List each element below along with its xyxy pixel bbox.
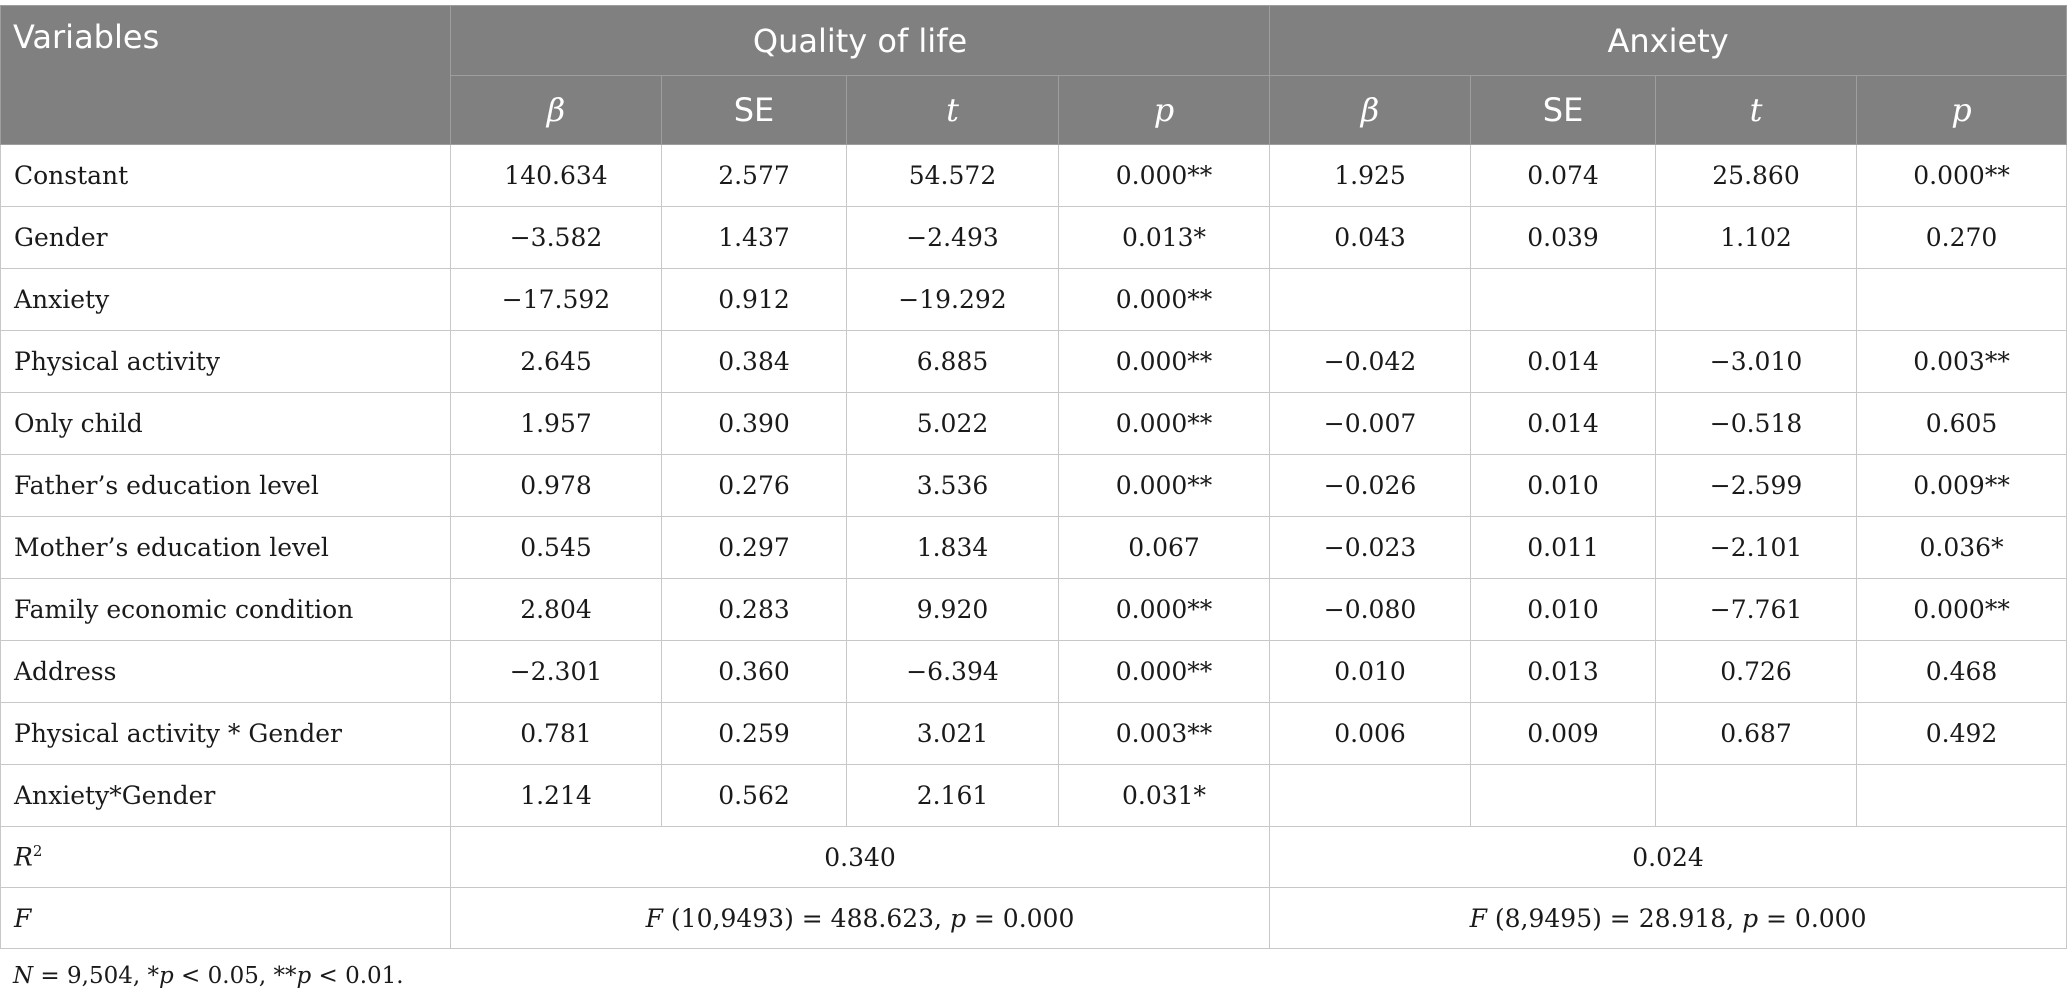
header-qol-t: t	[847, 76, 1059, 145]
qol-cell: −2.301	[451, 641, 662, 703]
anx-cell	[1857, 269, 2067, 331]
header-group-quality-of-life: Quality of life	[451, 6, 1270, 76]
row-label: Physical activity * Gender	[1, 703, 451, 765]
table-row	[1, 765, 2067, 827]
anx-cell	[1471, 269, 1656, 331]
qol-cell: 9.920	[847, 579, 1059, 641]
table-row	[1, 269, 2067, 331]
row-label: Gender	[1, 207, 451, 269]
qol-cell: 0.360	[662, 641, 847, 703]
anx-cell: 0.270	[1857, 207, 2067, 269]
qol-cell: 0.276	[662, 455, 847, 517]
qol-cell: 2.161	[847, 765, 1059, 827]
qol-cell: 54.572	[847, 145, 1059, 207]
anx-cell: −3.010	[1656, 331, 1857, 393]
qol-cell: 0.067	[1059, 517, 1270, 579]
header-anx-beta: β	[1270, 76, 1471, 145]
header-qol-se: SE	[662, 76, 847, 145]
anx-cell: −0.023	[1270, 517, 1471, 579]
row-label: Constant	[1, 145, 451, 207]
r-squared-anxiety: 0.024	[1270, 827, 2067, 888]
anx-cell: 0.468	[1857, 641, 2067, 703]
f-statistic-label: F	[1, 888, 451, 949]
anx-cell: 0.726	[1656, 641, 1857, 703]
anx-cell	[1656, 269, 1857, 331]
header-group-anxiety: Anxiety	[1270, 6, 2067, 76]
qol-cell: 6.885	[847, 331, 1059, 393]
anx-cell: 0.014	[1471, 331, 1656, 393]
anx-cell: 0.039	[1471, 207, 1656, 269]
anx-cell: −0.042	[1270, 331, 1471, 393]
qol-cell: 0.781	[451, 703, 662, 765]
r-squared-label: $R^2$	[1, 827, 451, 888]
qol-cell: 1.437	[662, 207, 847, 269]
header-qol-p: p	[1059, 76, 1270, 145]
header-qol-beta: β	[451, 76, 662, 145]
row-label: Anxiety*Gender	[1, 765, 451, 827]
row-label: Physical activity	[1, 331, 451, 393]
qol-cell: 0.000**	[1059, 393, 1270, 455]
qol-cell: −2.493	[847, 207, 1059, 269]
qol-cell: 0.978	[451, 455, 662, 517]
qol-cell: 1.834	[847, 517, 1059, 579]
f-statistic-anxiety: F (8,9495) = 28.918, p = 0.000	[1270, 888, 2067, 949]
row-label: Family economic condition	[1, 579, 451, 641]
anx-cell	[1471, 765, 1656, 827]
table-row	[1, 331, 2067, 393]
anx-cell: 0.003**	[1857, 331, 2067, 393]
qol-cell: 0.297	[662, 517, 847, 579]
anx-cell: −0.080	[1270, 579, 1471, 641]
qol-cell: 0.000**	[1059, 269, 1270, 331]
qol-cell: 140.634	[451, 145, 662, 207]
anx-cell: 0.013	[1471, 641, 1656, 703]
f-statistic-qol: F (10,9493) = 488.623, p = 0.000	[451, 888, 1270, 949]
qol-cell: −19.292	[847, 269, 1059, 331]
qol-cell: 0.000**	[1059, 579, 1270, 641]
table-row	[1, 641, 2067, 703]
header-anx-p: p	[1857, 76, 2067, 145]
qol-cell: 0.562	[662, 765, 847, 827]
table-row	[1, 703, 2067, 765]
row-label: Father’s education level	[1, 455, 451, 517]
qol-cell: 3.021	[847, 703, 1059, 765]
anx-cell: 0.006	[1270, 703, 1471, 765]
qol-cell: 0.000**	[1059, 641, 1270, 703]
r-squared-row	[1, 827, 2067, 888]
qol-cell: 2.645	[451, 331, 662, 393]
anx-cell	[1656, 765, 1857, 827]
table-row	[1, 579, 2067, 641]
qol-cell: 1.957	[451, 393, 662, 455]
anx-cell: 0.687	[1656, 703, 1857, 765]
qol-cell: −6.394	[847, 641, 1059, 703]
header-row-groups	[1, 6, 2067, 76]
anx-cell: −2.599	[1656, 455, 1857, 517]
qol-cell: 2.577	[662, 145, 847, 207]
header-variables: Variables	[1, 6, 451, 145]
anx-cell	[1270, 269, 1471, 331]
row-label: Only child	[1, 393, 451, 455]
qol-cell: 0.000**	[1059, 331, 1270, 393]
anx-cell: 25.860	[1656, 145, 1857, 207]
anx-cell: 0.074	[1471, 145, 1656, 207]
qol-cell: 0.259	[662, 703, 847, 765]
qol-cell: 0.003**	[1059, 703, 1270, 765]
anx-cell: 0.009	[1471, 703, 1656, 765]
row-label: Anxiety	[1, 269, 451, 331]
qol-cell: 3.536	[847, 455, 1059, 517]
table-body	[1, 145, 2067, 949]
qol-cell: 1.214	[451, 765, 662, 827]
qol-cell: 0.031*	[1059, 765, 1270, 827]
anx-cell: −7.761	[1656, 579, 1857, 641]
anx-cell: 0.014	[1471, 393, 1656, 455]
qol-cell: 0.000**	[1059, 145, 1270, 207]
anx-cell	[1857, 765, 2067, 827]
anx-cell: −0.007	[1270, 393, 1471, 455]
anx-cell: 0.492	[1857, 703, 2067, 765]
anx-cell: 0.010	[1471, 579, 1656, 641]
anx-cell: −0.026	[1270, 455, 1471, 517]
anx-cell: 0.036*	[1857, 517, 2067, 579]
anx-cell: −2.101	[1656, 517, 1857, 579]
anx-cell: 0.605	[1857, 393, 2067, 455]
table-row	[1, 393, 2067, 455]
anx-cell: 1.102	[1656, 207, 1857, 269]
anx-cell: 1.925	[1270, 145, 1471, 207]
header-anx-t: t	[1656, 76, 1857, 145]
anx-cell: 0.009**	[1857, 455, 2067, 517]
qol-cell: −17.592	[451, 269, 662, 331]
anx-cell: 0.043	[1270, 207, 1471, 269]
qol-cell: 0.384	[662, 331, 847, 393]
anx-cell	[1270, 765, 1471, 827]
regression-table-container	[0, 5, 2066, 949]
table-row	[1, 517, 2067, 579]
table-row	[1, 207, 2067, 269]
qol-cell: 0.283	[662, 579, 847, 641]
qol-cell: 5.022	[847, 393, 1059, 455]
qol-cell: 0.545	[451, 517, 662, 579]
row-label: Address	[1, 641, 451, 703]
anx-cell: 0.010	[1270, 641, 1471, 703]
table-footnote: N = 9,504, *p < 0.05, **p < 0.01.	[13, 963, 404, 989]
r-squared-qol: 0.340	[451, 827, 1270, 888]
anx-cell: 0.011	[1471, 517, 1656, 579]
header-anx-se: SE	[1471, 76, 1656, 145]
anx-cell: 0.000**	[1857, 579, 2067, 641]
row-label: Mother’s education level	[1, 517, 451, 579]
table-row	[1, 145, 2067, 207]
regression-table	[0, 5, 2067, 949]
f-statistic-row	[1, 888, 2067, 949]
anx-cell: 0.000**	[1857, 145, 2067, 207]
table-row	[1, 455, 2067, 517]
qol-cell: 0.000**	[1059, 455, 1270, 517]
qol-cell: −3.582	[451, 207, 662, 269]
qol-cell: 0.390	[662, 393, 847, 455]
anx-cell: 0.010	[1471, 455, 1656, 517]
qol-cell: 2.804	[451, 579, 662, 641]
anx-cell: −0.518	[1656, 393, 1857, 455]
qol-cell: 0.013*	[1059, 207, 1270, 269]
qol-cell: 0.912	[662, 269, 847, 331]
